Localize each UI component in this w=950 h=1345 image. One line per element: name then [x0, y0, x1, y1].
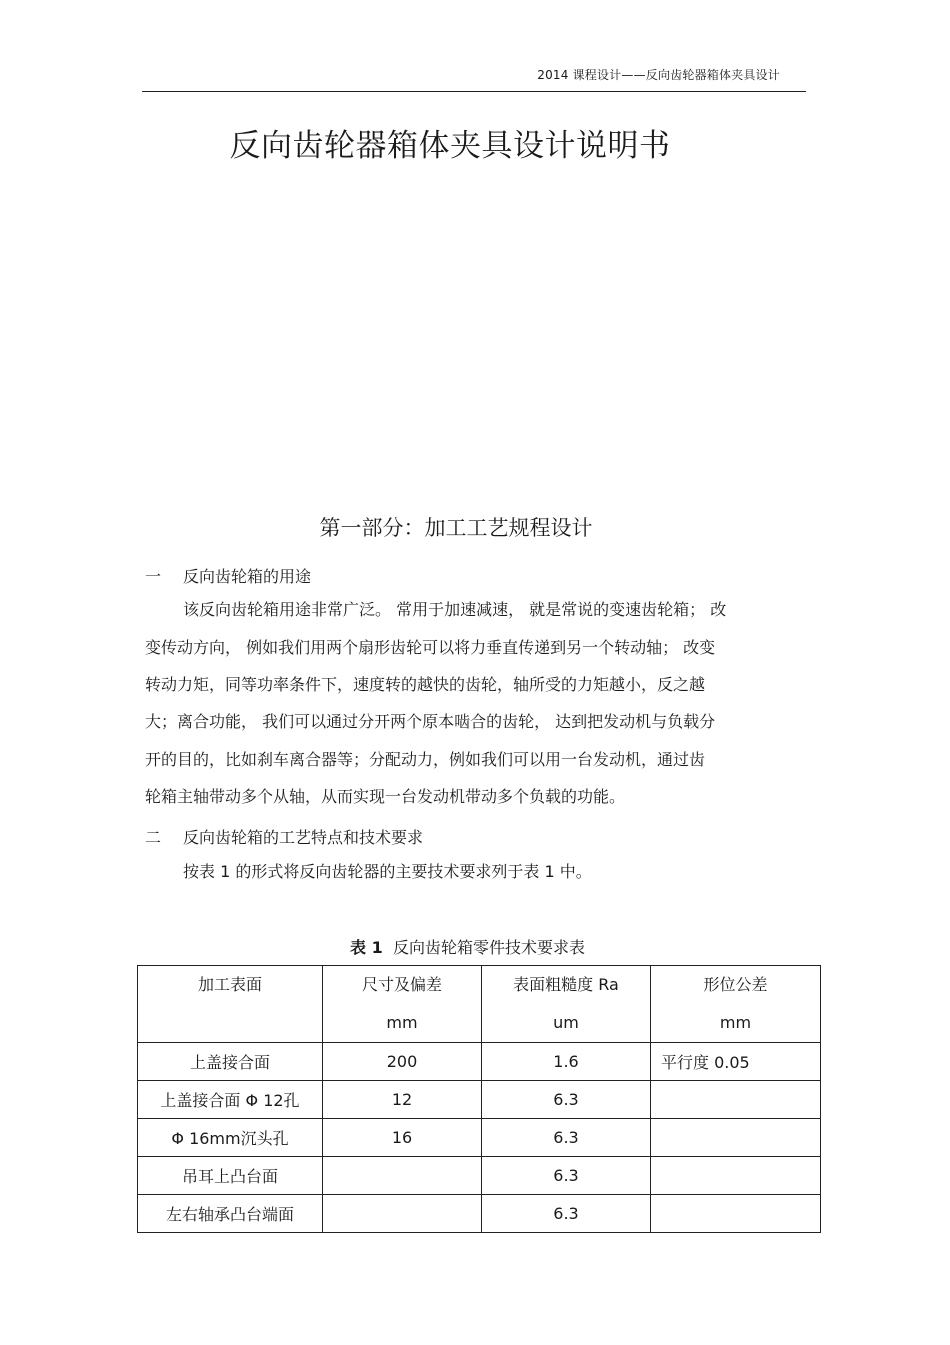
header-line1: 加工表面 — [197, 975, 262, 994]
header-line1: 尺寸及偏差 — [361, 975, 442, 994]
table-cell: 6.3 — [482, 1081, 651, 1119]
table-row — [138, 1195, 821, 1233]
running-header: 2014 课程设计——反向齿轮器箱体夹具设计 — [537, 68, 780, 82]
paragraph-line: 转动力矩，同等功率条件下，速度转的越快的齿轮，轴所受的力矩越小，反之越 — [145, 675, 706, 694]
table-cell: 6.3 — [482, 1157, 651, 1195]
table-cell — [323, 1157, 482, 1195]
table-cell: 1.6 — [482, 1043, 651, 1081]
header-line1: 表面粗糙度 Ra — [513, 975, 619, 994]
table-cell: 16 — [323, 1119, 482, 1157]
table-caption-label: 表 1 — [350, 938, 383, 957]
table-cell — [651, 1195, 821, 1233]
table-header-cell — [138, 966, 323, 1043]
table-cell: 平行度 0.05 — [651, 1043, 821, 1081]
table-cell: Φ 16mm沉头孔 — [138, 1119, 323, 1157]
table-row — [138, 1157, 821, 1195]
table-cell — [323, 1195, 482, 1233]
section-heading-2 — [145, 825, 423, 848]
header-rule — [142, 91, 806, 92]
header-line2: um — [553, 1013, 579, 1032]
table-cell: 6.3 — [482, 1119, 651, 1157]
table-cell: 12 — [323, 1081, 482, 1119]
header-line2: mm — [386, 1013, 418, 1032]
header-line1: 形位公差 — [703, 975, 768, 994]
table-row — [138, 1119, 821, 1157]
table-header-row — [138, 966, 821, 1043]
paragraph-line: 该反向齿轮箱用途非常广泛。 常用于加速减速， 就是常说的变速齿轮箱； 改 — [183, 600, 727, 619]
table-row — [138, 1081, 821, 1119]
paragraph-line: 大；离合功能， 我们可以通过分开两个原本啮合的齿轮， 达到把发动机与负载分 — [145, 712, 716, 731]
table-caption-text: 反向齿轮箱零件技术要求表 — [392, 938, 585, 957]
part-title: 第一部分：加工工艺规程设计 — [319, 516, 593, 540]
table-cell — [651, 1119, 821, 1157]
table-cell: 上盖接合面 Φ 12孔 — [138, 1081, 323, 1119]
section-title: 反向齿轮箱的用途 — [183, 567, 312, 586]
paragraph-line: 变传动方向， 例如我们用两个扇形齿轮可以将力垂直传递到另一个转动轴； 改变 — [145, 638, 716, 657]
table-cell: 上盖接合面 — [138, 1043, 323, 1081]
document-title: 反向齿轮器箱体夹具设计说明书 — [229, 128, 671, 164]
section-number: 一 — [145, 567, 162, 586]
table-caption — [0, 935, 935, 958]
paragraph-line: 轮箱主轴带动多个从轴，从而实现一台发动机带动多个负载的功能。 — [145, 787, 626, 806]
table-cell: 200 — [323, 1043, 482, 1081]
table-header-cell — [651, 966, 821, 1043]
table-cell — [651, 1157, 821, 1195]
section-title: 反向齿轮箱的工艺特点和技术要求 — [183, 828, 424, 847]
table-header-cell — [482, 966, 651, 1043]
requirements-table — [137, 965, 821, 1233]
paragraph-line: 按表 1 的形式将反向齿轮器的主要技术要求列于表 1 中。 — [183, 862, 592, 881]
table-cell — [651, 1081, 821, 1119]
table-cell: 左右轴承凸台端面 — [138, 1195, 323, 1233]
table-row — [138, 1043, 821, 1081]
paragraph-line: 开的目的，比如刹车离合器等；分配动力，例如我们可以用一台发动机，通过齿 — [145, 750, 706, 769]
table-cell: 吊耳上凸台面 — [138, 1157, 323, 1195]
table-cell: 6.3 — [482, 1195, 651, 1233]
section-heading-1 — [145, 564, 311, 587]
header-line2: mm — [719, 1013, 752, 1032]
section-number: 二 — [145, 828, 162, 847]
table-header-cell — [323, 966, 482, 1043]
